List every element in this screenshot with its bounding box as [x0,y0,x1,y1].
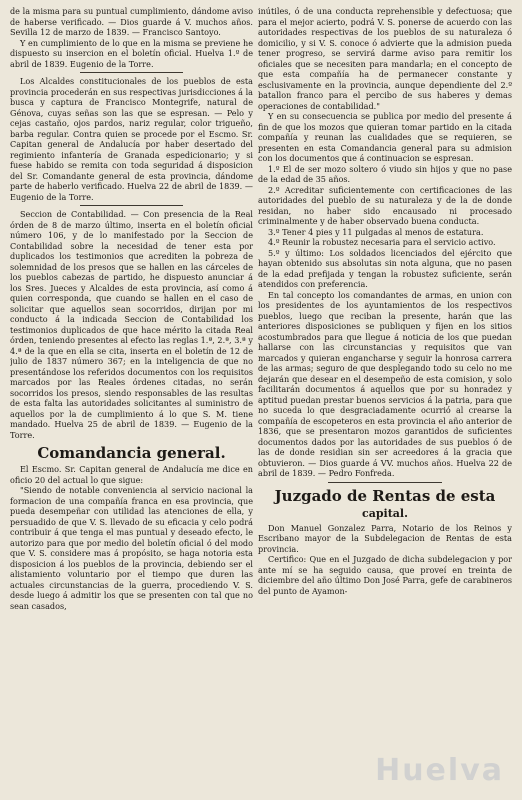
divider [80,72,183,73]
requirement-item-4: 4.º Reunir la robustez necesaria para el servicio activo. [268,237,496,247]
paragraph-continuation: de la misma para su puntual cumplimiento, dándome aviso de haberse verificado. — Dios guarde á V. muchos años. Sevilla 12 de marzo de 1839. — Francisco Santoyo. [10,6,253,37]
requirement-item-5: 5.º y último: Los soldados licenciados del ejército que hayan obtenido sus absolutas sin nota alguna, que no pasen de la edad prefijada y tengan la robustez suficiente, serán atendidos con preferencia. [258,247,512,289]
paragraph-intro-oficio: El Escmo. Sr. Capitan general de Andalucía me dice en oficio 20 del actual lo que sigue: [10,464,253,485]
paragraph-commanders: En tal concepto los comandantes de armas, en union con los presidentes de los ayuntamientos de los respectivos pueblos, luego que reciban la presente, harán que las anteriores disposiciones se publiquen y fijen en los sitios acostumbrados para que llegue á noticia de los que puedan hallarse con las circunstancias y requisitos que van marcados y quieran engancharse y seguir la honrosa carrera de las armas; seguro de que desplegando todo su celo no me dejarán que desear en el desempeño de esta comision, y solo facilitarán documentos á aquellos que por su honradez y aptitud puedan prestar buenos servicios á la patria, para que no suceda lo que desgraciadamente ocurrió al crearse la compañía de escopeteros en esta provincia el año anterior de 1836, que se presentaron mozos garantidos de suficientes documentos dados por las autoridades de sus pueblos ó de las de donde residian sin ser acreedores á la gracia que obtuvieron. — Dios guarde á VV. muchos años. Huelva 22 de abril de 1839. — Pedro Fonfreda. [258,289,512,478]
section-subheading-capital: capital. [362,506,408,520]
section-heading-juzgado: Juzgado de Rentas de esta [274,486,496,505]
right-column [258,6,512,794]
paragraph-publication: Y en su consecuencia se publica por medio del presente á fin de que los mozos que quieran tomar partido en la citada compañía y reunan las cualidades que se requieren, se presenten en esta Comandancia general para su admision con los documentos que á continuacion se espresan. [258,111,512,163]
section-heading-comandancia: Comandancia general. [37,444,226,462]
requirement-item-2: 2.º Acreditar suficientemente con certificaciones de las autoridades del pueblo de su naturaleza y de la de donde residan, no haber sido encausado ni procesado criminalmente y de haber observado buena conducta. [258,184,512,226]
left-column [10,6,253,794]
paragraph-capture-order: Los Alcaldes constitucionales de los pueblos de esta provincia procederán en sus respectivas jurisdicciones á la busca y captura de Francisco Montegrife, natural de Génova, cuyas señas son las que se espresan. — Pelo y cejas castaño, ojos pardos, nariz regular, color trigueño, barba regular. Contra quien se procede por el Escmo. Sr. Capitan general de Andalucía por haber desertado del regimiento infantería de Granada espedicionario; y si fuese habido se remita con toda seguridad á disposicion del Sr. Comandante general de esta provincia, dándome parte de haberlo verificado. Huelva 22 de abril de 1839. — Eugenio de la Torre. [10,76,253,202]
divider [328,482,442,483]
paragraph-certifico: Certifico: Que en el Juzgado de dicha subdelegacion y por ante mí se ha seguido causa, que proveí en treinta de diciembre del año último Don José Parra, gefe de carabineros del punto de Ayamon- [258,554,512,596]
paragraph-contabilidad: Seccion de Contabilidad. — Con presencia de la Real órden de 8 de marzo último, inserta en el boletín oficial número 106, y de lo manifestado por la Seccion de Contabilidad sobre la necesidad de tener esta por duplicados los testimonios que acrediten la pobreza de solemnidad de los presos que se hallen en las cárceles de los pueblos cabezas de partido, he dispuesto anunciar á los Sres. Jueces y Alcaldes de esta provincia, así como á quien corresponda, que cuando se hallen en el caso de solicitar que aquellos sean socorridos, dirijan por mi conducto á la indicada Seccion de Contabilidad los testimonios duplicados de que hace mérito la citada Real órden, teniendo presentes al efecto las reglas 1.ª, 2.ª, 3.ª y 4.ª de la que en ella se cita, inserta en el boletín de 12 de julio de 1837 número 367; en la inteligencia de que no presentándose los referidos documentos con los requisitos marcados por las Reales órdenes citadas, no serán socorridos los presos, siendo responsables de las resultas de esta falta las autoridades solicitantes al suministro de aquellos por la de cumplimiento á lo que S. M. tiene mandado. Huelva 25 de abril de 1839. — Eugenio de la Torre. [10,209,253,440]
requirement-item-1: 1.º El de ser mozo soltero ó viudo sin hijos y que no pase de la edad de 35 años. [258,163,512,184]
divider [80,205,183,206]
paragraph-insertion-note: Y en cumplimiento de lo que en la misma se previene he dispuesto su insercion en el boletín oficial. Huelva 1.º de abril de 1839. Eugenio de la Torre. [10,37,253,69]
paragraph-oficio-quote: "Siendo de notable conveniencia al servicio nacional la formacion de una compañía franca en esa provincia, que pueda desempeñar con utilidad las atenciones de ella, y persuadido de que V. S. llevado de su eficacia y celo podrá contribuir á que tenga el mas puntual y deseado efecto, le autorizo para que por medio del boletín oficial ó del modo que V. S. considere mas á propósito, se haga notoria esta disposicion á los pueblos de la provincia, debiendo ser el alistamiento voluntario por el tiempo que duren las actuales circunstancias de la guerra, procediendo V. S. desde luego á admitir los que se presenten con tal que no sean casados, [10,485,253,611]
paragraph-oficio-continuation: inútiles, ó de una conducta reprehensible y defectuosa; que para el mejor acierto, podrá V. S. ponerse de acuerdo con las autoridades respectivas de los pueblos de su naturaleza ó domicilio, y si V. S. conoce ó advierte que la admision pueda tener progreso, se servirá darme aviso para remitir los oficiales que se necesiten para mandarla; en el concepto de que esta compañía ha de permanecer constante y esclusivamente en la provincia, aunque dependiente del 2.º batallon franco para el percibo de sus haberes y demas operaciones de contabilidad." [258,6,512,111]
watermark-text: Huelva [375,753,504,788]
paragraph-notary: Don Manuel Gonzalez Parra, Notario de los Reinos y Escribano mayor de la Subdelegacion de Rentas de esta provincia. [258,522,512,554]
requirement-item-3: 3.º Tener 4 pies y 11 pulgadas al menos de estatura. [268,226,484,237]
